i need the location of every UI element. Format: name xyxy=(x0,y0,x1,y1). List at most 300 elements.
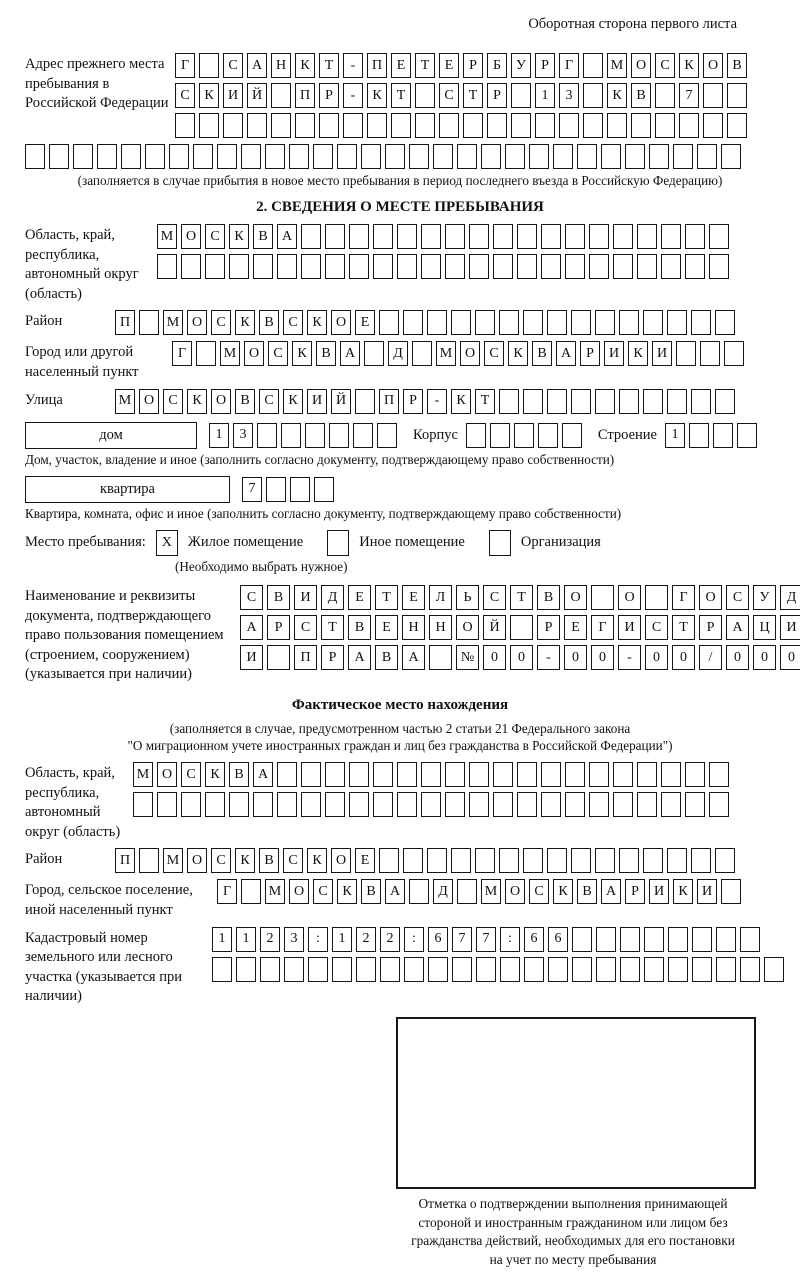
grid-cell[interactable] xyxy=(373,762,393,787)
grid-cell[interactable] xyxy=(691,389,711,414)
grid-cell[interactable]: Е xyxy=(391,53,411,78)
grid-cell[interactable] xyxy=(667,848,687,873)
grid-cell[interactable] xyxy=(247,113,267,138)
grid-cell[interactable] xyxy=(613,762,633,787)
grid-cell[interactable]: Т xyxy=(463,83,483,108)
grid-cell[interactable]: Н xyxy=(402,615,425,640)
grid-cell[interactable] xyxy=(199,113,219,138)
grid-cell[interactable]: У xyxy=(753,585,776,610)
grid-cell[interactable]: Б xyxy=(487,53,507,78)
grid-cell[interactable] xyxy=(613,792,633,817)
grid-cell[interactable] xyxy=(452,957,472,982)
grid-cell[interactable]: Р xyxy=(580,341,600,366)
grid-cell[interactable]: Г xyxy=(217,879,237,904)
grid-cell[interactable] xyxy=(463,113,483,138)
grid-cell[interactable]: Т xyxy=(391,83,411,108)
grid-cell[interactable] xyxy=(727,113,747,138)
grid-cell[interactable] xyxy=(562,423,582,448)
grid-cell[interactable] xyxy=(607,113,627,138)
grid-cell[interactable] xyxy=(620,957,640,982)
grid-cell[interactable]: : xyxy=(500,927,520,952)
grid-cell[interactable]: В xyxy=(259,848,279,873)
grid-cell[interactable] xyxy=(445,224,465,249)
grid-cell[interactable]: 2 xyxy=(380,927,400,952)
grid-cell[interactable]: 7 xyxy=(476,927,496,952)
grid-cell[interactable]: В xyxy=(259,310,279,335)
grid-cell[interactable]: Р xyxy=(535,53,555,78)
grid-cell[interactable]: К xyxy=(508,341,528,366)
grid-cell[interactable]: А xyxy=(601,879,621,904)
grid-cell[interactable] xyxy=(421,224,441,249)
grid-cell[interactable] xyxy=(379,310,399,335)
grid-cell[interactable]: - xyxy=(618,645,641,670)
grid-cell[interactable]: А xyxy=(385,879,405,904)
grid-cell[interactable] xyxy=(637,224,657,249)
grid-cell[interactable] xyxy=(415,113,435,138)
grid-cell[interactable]: С xyxy=(294,615,317,640)
grid-cell[interactable] xyxy=(281,423,301,448)
grid-cell[interactable] xyxy=(139,310,159,335)
grid-cell[interactable]: № xyxy=(456,645,479,670)
grid-cell[interactable]: И xyxy=(780,615,800,640)
grid-cell[interactable]: П xyxy=(115,848,135,873)
grid-cell[interactable] xyxy=(511,83,531,108)
grid-cell[interactable] xyxy=(523,389,543,414)
grid-cell[interactable] xyxy=(266,477,286,502)
grid-cell[interactable]: 7 xyxy=(452,927,472,952)
grid-cell[interactable] xyxy=(700,341,720,366)
grid-cell[interactable]: С xyxy=(259,389,279,414)
grid-cell[interactable]: 0 xyxy=(564,645,587,670)
grid-cell[interactable] xyxy=(457,144,477,169)
grid-cell[interactable] xyxy=(253,254,273,279)
grid-cell[interactable] xyxy=(505,144,525,169)
grid-cell[interactable] xyxy=(451,310,471,335)
grid-cell[interactable]: А xyxy=(247,53,267,78)
grid-cell[interactable]: П xyxy=(115,310,135,335)
grid-cell[interactable]: Е xyxy=(348,585,371,610)
grid-cell[interactable] xyxy=(529,144,549,169)
grid-cell[interactable] xyxy=(547,848,567,873)
grid-cell[interactable] xyxy=(469,224,489,249)
grid-cell[interactable]: С xyxy=(240,585,263,610)
grid-cell[interactable]: В xyxy=(229,762,249,787)
grid-cell[interactable] xyxy=(25,144,45,169)
grid-cell[interactable]: О xyxy=(157,762,177,787)
grid-cell[interactable] xyxy=(661,792,681,817)
grid-cell[interactable] xyxy=(193,144,213,169)
grid-cell[interactable]: 1 xyxy=(332,927,352,952)
grid-cell[interactable] xyxy=(500,957,520,982)
grid-cell[interactable] xyxy=(596,957,616,982)
grid-cell[interactable] xyxy=(490,423,510,448)
grid-cell[interactable] xyxy=(631,113,651,138)
grid-cell[interactable]: Ь xyxy=(456,585,479,610)
grid-cell[interactable]: К xyxy=(679,53,699,78)
grid-cell[interactable]: Н xyxy=(429,615,452,640)
grid-cell[interactable] xyxy=(290,477,310,502)
grid-cell[interactable] xyxy=(364,341,384,366)
grid-cell[interactable] xyxy=(421,762,441,787)
grid-cell[interactable]: В xyxy=(727,53,747,78)
grid-cell[interactable]: 0 xyxy=(672,645,695,670)
grid-cell[interactable] xyxy=(241,879,261,904)
grid-cell[interactable] xyxy=(571,389,591,414)
grid-cell[interactable]: О xyxy=(631,53,651,78)
grid-cell[interactable] xyxy=(595,389,615,414)
grid-cell[interactable] xyxy=(325,792,345,817)
grid-cell[interactable] xyxy=(121,144,141,169)
grid-cell[interactable]: Д xyxy=(388,341,408,366)
grid-cell[interactable] xyxy=(691,848,711,873)
grid-cell[interactable]: С xyxy=(645,615,668,640)
grid-cell[interactable] xyxy=(271,113,291,138)
grid-cell[interactable]: К xyxy=(553,879,573,904)
grid-cell[interactable] xyxy=(196,341,216,366)
grid-cell[interactable] xyxy=(517,254,537,279)
grid-cell[interactable] xyxy=(277,254,297,279)
grid-cell[interactable] xyxy=(284,957,304,982)
grid-cell[interactable] xyxy=(397,792,417,817)
grid-cell[interactable] xyxy=(499,310,519,335)
grid-cell[interactable] xyxy=(716,957,736,982)
grid-cell[interactable]: П xyxy=(379,389,399,414)
grid-cell[interactable] xyxy=(649,144,669,169)
grid-cell[interactable]: Е xyxy=(355,310,375,335)
grid-cell[interactable] xyxy=(466,423,486,448)
grid-cell[interactable] xyxy=(404,957,424,982)
grid-cell[interactable]: Т xyxy=(415,53,435,78)
grid-cell[interactable] xyxy=(356,957,376,982)
grid-cell[interactable] xyxy=(257,423,277,448)
grid-cell[interactable]: / xyxy=(699,645,722,670)
grid-cell[interactable]: И xyxy=(604,341,624,366)
grid-cell[interactable] xyxy=(277,792,297,817)
grid-cell[interactable] xyxy=(223,113,243,138)
grid-cell[interactable] xyxy=(493,762,513,787)
grid-cell[interactable]: В xyxy=(235,389,255,414)
grid-cell[interactable] xyxy=(277,762,297,787)
grid-cell[interactable] xyxy=(308,957,328,982)
grid-cell[interactable] xyxy=(493,224,513,249)
grid-cell[interactable] xyxy=(595,310,615,335)
grid-cell[interactable] xyxy=(301,792,321,817)
grid-cell[interactable] xyxy=(409,144,429,169)
grid-cell[interactable] xyxy=(397,224,417,249)
grid-cell[interactable] xyxy=(547,389,567,414)
grid-cell[interactable]: : xyxy=(308,927,328,952)
grid-cell[interactable]: С xyxy=(211,310,231,335)
grid-cell[interactable]: А xyxy=(277,224,297,249)
grid-cell[interactable]: С xyxy=(529,879,549,904)
grid-cell[interactable]: К xyxy=(229,224,249,249)
grid-cell[interactable]: 0 xyxy=(780,645,800,670)
grid-cell[interactable]: В xyxy=(361,879,381,904)
grid-cell[interactable]: С xyxy=(483,585,506,610)
grid-cell[interactable]: О xyxy=(289,879,309,904)
grid-cell[interactable]: Т xyxy=(672,615,695,640)
grid-cell[interactable] xyxy=(583,53,603,78)
grid-cell[interactable] xyxy=(481,144,501,169)
grid-cell[interactable] xyxy=(412,341,432,366)
grid-cell[interactable]: С xyxy=(175,83,195,108)
grid-cell[interactable] xyxy=(337,144,357,169)
apartment-type-box[interactable]: квартира xyxy=(25,476,230,503)
grid-cell[interactable] xyxy=(212,957,232,982)
grid-cell[interactable]: Р xyxy=(463,53,483,78)
grid-cell[interactable]: - xyxy=(427,389,447,414)
grid-cell[interactable] xyxy=(325,224,345,249)
grid-cell[interactable]: 1 xyxy=(212,927,232,952)
grid-cell[interactable] xyxy=(685,254,705,279)
grid-cell[interactable]: А xyxy=(726,615,749,640)
grid-cell[interactable]: И xyxy=(294,585,317,610)
grid-cell[interactable] xyxy=(589,224,609,249)
grid-cell[interactable] xyxy=(205,254,225,279)
grid-cell[interactable]: Й xyxy=(247,83,267,108)
grid-cell[interactable] xyxy=(260,957,280,982)
grid-cell[interactable] xyxy=(427,310,447,335)
grid-cell[interactable] xyxy=(541,254,561,279)
grid-cell[interactable] xyxy=(301,224,321,249)
grid-cell[interactable] xyxy=(517,792,537,817)
grid-cell[interactable] xyxy=(175,113,195,138)
grid-cell[interactable] xyxy=(740,957,760,982)
grid-cell[interactable]: В xyxy=(253,224,273,249)
grid-cell[interactable] xyxy=(469,762,489,787)
grid-cell[interactable] xyxy=(289,144,309,169)
grid-cell[interactable] xyxy=(349,762,369,787)
grid-cell[interactable] xyxy=(577,144,597,169)
grid-cell[interactable] xyxy=(325,254,345,279)
grid-cell[interactable] xyxy=(620,927,640,952)
grid-cell[interactable]: О xyxy=(331,848,351,873)
grid-cell[interactable] xyxy=(583,113,603,138)
grid-cell[interactable]: Д xyxy=(433,879,453,904)
grid-cell[interactable]: А xyxy=(240,615,263,640)
grid-cell[interactable] xyxy=(391,113,411,138)
grid-cell[interactable] xyxy=(661,224,681,249)
grid-cell[interactable]: 3 xyxy=(284,927,304,952)
grid-cell[interactable]: С xyxy=(313,879,333,904)
grid-cell[interactable] xyxy=(565,762,585,787)
grid-cell[interactable] xyxy=(571,848,591,873)
grid-cell[interactable] xyxy=(548,957,568,982)
grid-cell[interactable] xyxy=(601,144,621,169)
grid-cell[interactable]: К xyxy=(337,879,357,904)
grid-cell[interactable] xyxy=(511,113,531,138)
grid-cell[interactable]: С xyxy=(205,224,225,249)
grid-cell[interactable] xyxy=(377,423,397,448)
grid-cell[interactable] xyxy=(668,927,688,952)
grid-cell[interactable] xyxy=(349,792,369,817)
grid-cell[interactable] xyxy=(715,848,735,873)
grid-cell[interactable] xyxy=(644,927,664,952)
grid-cell[interactable] xyxy=(355,389,375,414)
grid-cell[interactable]: К xyxy=(283,389,303,414)
grid-cell[interactable] xyxy=(583,83,603,108)
grid-cell[interactable] xyxy=(724,341,744,366)
grid-cell[interactable]: Г xyxy=(172,341,192,366)
grid-cell[interactable] xyxy=(737,423,757,448)
grid-cell[interactable] xyxy=(727,83,747,108)
grid-cell[interactable] xyxy=(329,423,349,448)
grid-cell[interactable] xyxy=(589,792,609,817)
grid-cell[interactable] xyxy=(589,762,609,787)
grid-cell[interactable]: Г xyxy=(559,53,579,78)
grid-cell[interactable]: С xyxy=(181,762,201,787)
grid-cell[interactable]: 1 xyxy=(209,423,229,448)
grid-cell[interactable]: И xyxy=(652,341,672,366)
grid-cell[interactable]: 0 xyxy=(726,645,749,670)
grid-cell[interactable] xyxy=(668,957,688,982)
grid-cell[interactable]: О xyxy=(244,341,264,366)
grid-cell[interactable]: И xyxy=(240,645,263,670)
grid-cell[interactable]: С xyxy=(726,585,749,610)
grid-cell[interactable] xyxy=(541,762,561,787)
grid-cell[interactable]: П xyxy=(295,83,315,108)
grid-cell[interactable] xyxy=(667,389,687,414)
grid-cell[interactable]: Д xyxy=(321,585,344,610)
grid-cell[interactable] xyxy=(199,53,219,78)
grid-cell[interactable]: 1 xyxy=(665,423,685,448)
grid-cell[interactable] xyxy=(493,254,513,279)
grid-cell[interactable] xyxy=(661,762,681,787)
grid-cell[interactable] xyxy=(643,848,663,873)
grid-cell[interactable] xyxy=(565,792,585,817)
grid-cell[interactable] xyxy=(715,310,735,335)
grid-cell[interactable] xyxy=(619,848,639,873)
grid-cell[interactable]: Т xyxy=(475,389,495,414)
grid-cell[interactable] xyxy=(637,762,657,787)
grid-cell[interactable]: 2 xyxy=(356,927,376,952)
grid-cell[interactable] xyxy=(589,254,609,279)
grid-cell[interactable] xyxy=(205,792,225,817)
grid-cell[interactable] xyxy=(637,792,657,817)
grid-cell[interactable]: П xyxy=(367,53,387,78)
grid-cell[interactable]: Т xyxy=(375,585,398,610)
grid-cell[interactable]: К xyxy=(205,762,225,787)
grid-cell[interactable] xyxy=(559,113,579,138)
grid-cell[interactable] xyxy=(433,144,453,169)
grid-cell[interactable] xyxy=(367,113,387,138)
grid-cell[interactable] xyxy=(343,113,363,138)
grid-cell[interactable]: Л xyxy=(429,585,452,610)
grid-cell[interactable]: О xyxy=(139,389,159,414)
grid-cell[interactable]: Г xyxy=(591,615,614,640)
checkbox-other-premises[interactable] xyxy=(327,530,349,556)
grid-cell[interactable] xyxy=(697,144,717,169)
grid-cell[interactable]: М xyxy=(220,341,240,366)
grid-cell[interactable] xyxy=(523,848,543,873)
grid-cell[interactable] xyxy=(373,224,393,249)
grid-cell[interactable] xyxy=(689,423,709,448)
grid-cell[interactable] xyxy=(271,83,291,108)
grid-cell[interactable] xyxy=(373,792,393,817)
grid-cell[interactable] xyxy=(538,423,558,448)
grid-cell[interactable] xyxy=(319,113,339,138)
grid-cell[interactable] xyxy=(721,144,741,169)
grid-cell[interactable] xyxy=(397,254,417,279)
grid-cell[interactable] xyxy=(692,957,712,982)
grid-cell[interactable]: П xyxy=(294,645,317,670)
grid-cell[interactable] xyxy=(517,224,537,249)
grid-cell[interactable] xyxy=(457,879,477,904)
grid-cell[interactable]: К xyxy=(367,83,387,108)
grid-cell[interactable] xyxy=(421,792,441,817)
grid-cell[interactable]: К xyxy=(628,341,648,366)
grid-cell[interactable]: В xyxy=(316,341,336,366)
grid-cell[interactable]: С xyxy=(484,341,504,366)
grid-cell[interactable]: 1 xyxy=(236,927,256,952)
grid-cell[interactable]: М xyxy=(265,879,285,904)
grid-cell[interactable] xyxy=(97,144,117,169)
grid-cell[interactable] xyxy=(572,957,592,982)
grid-cell[interactable]: Р xyxy=(487,83,507,108)
grid-cell[interactable] xyxy=(403,310,423,335)
grid-cell[interactable] xyxy=(380,957,400,982)
grid-cell[interactable] xyxy=(613,224,633,249)
grid-cell[interactable] xyxy=(445,254,465,279)
grid-cell[interactable]: К xyxy=(235,848,255,873)
grid-cell[interactable] xyxy=(691,310,711,335)
grid-cell[interactable]: М xyxy=(133,762,153,787)
grid-cell[interactable]: М xyxy=(115,389,135,414)
grid-cell[interactable]: Ц xyxy=(753,615,776,640)
grid-cell[interactable]: А xyxy=(402,645,425,670)
grid-cell[interactable] xyxy=(572,927,592,952)
grid-cell[interactable] xyxy=(241,144,261,169)
grid-cell[interactable] xyxy=(524,957,544,982)
grid-cell[interactable] xyxy=(133,792,153,817)
grid-cell[interactable]: К xyxy=(307,310,327,335)
grid-cell[interactable]: М xyxy=(481,879,501,904)
grid-cell[interactable]: А xyxy=(340,341,360,366)
grid-cell[interactable] xyxy=(541,792,561,817)
grid-cell[interactable] xyxy=(740,927,760,952)
grid-cell[interactable]: Т xyxy=(319,53,339,78)
grid-cell[interactable]: Н xyxy=(271,53,291,78)
grid-cell[interactable]: 0 xyxy=(591,645,614,670)
grid-cell[interactable]: Т xyxy=(321,615,344,640)
grid-cell[interactable]: О xyxy=(331,310,351,335)
grid-cell[interactable]: О xyxy=(456,615,479,640)
grid-cell[interactable] xyxy=(301,762,321,787)
grid-cell[interactable]: С xyxy=(655,53,675,78)
grid-cell[interactable] xyxy=(685,762,705,787)
grid-cell[interactable] xyxy=(595,848,615,873)
grid-cell[interactable] xyxy=(715,389,735,414)
grid-cell[interactable] xyxy=(517,762,537,787)
grid-cell[interactable]: Е xyxy=(355,848,375,873)
grid-cell[interactable] xyxy=(703,113,723,138)
grid-cell[interactable]: : xyxy=(404,927,424,952)
grid-cell[interactable]: О xyxy=(187,310,207,335)
grid-cell[interactable] xyxy=(139,848,159,873)
grid-cell[interactable]: 0 xyxy=(510,645,533,670)
grid-cell[interactable] xyxy=(169,144,189,169)
grid-cell[interactable]: 0 xyxy=(753,645,776,670)
grid-cell[interactable]: Д xyxy=(780,585,800,610)
grid-cell[interactable] xyxy=(439,113,459,138)
grid-cell[interactable] xyxy=(523,310,543,335)
grid-cell[interactable] xyxy=(385,144,405,169)
checkbox-residential[interactable]: X xyxy=(156,530,178,556)
grid-cell[interactable]: В xyxy=(532,341,552,366)
grid-cell[interactable]: 6 xyxy=(548,927,568,952)
grid-cell[interactable] xyxy=(361,144,381,169)
grid-cell[interactable] xyxy=(476,957,496,982)
